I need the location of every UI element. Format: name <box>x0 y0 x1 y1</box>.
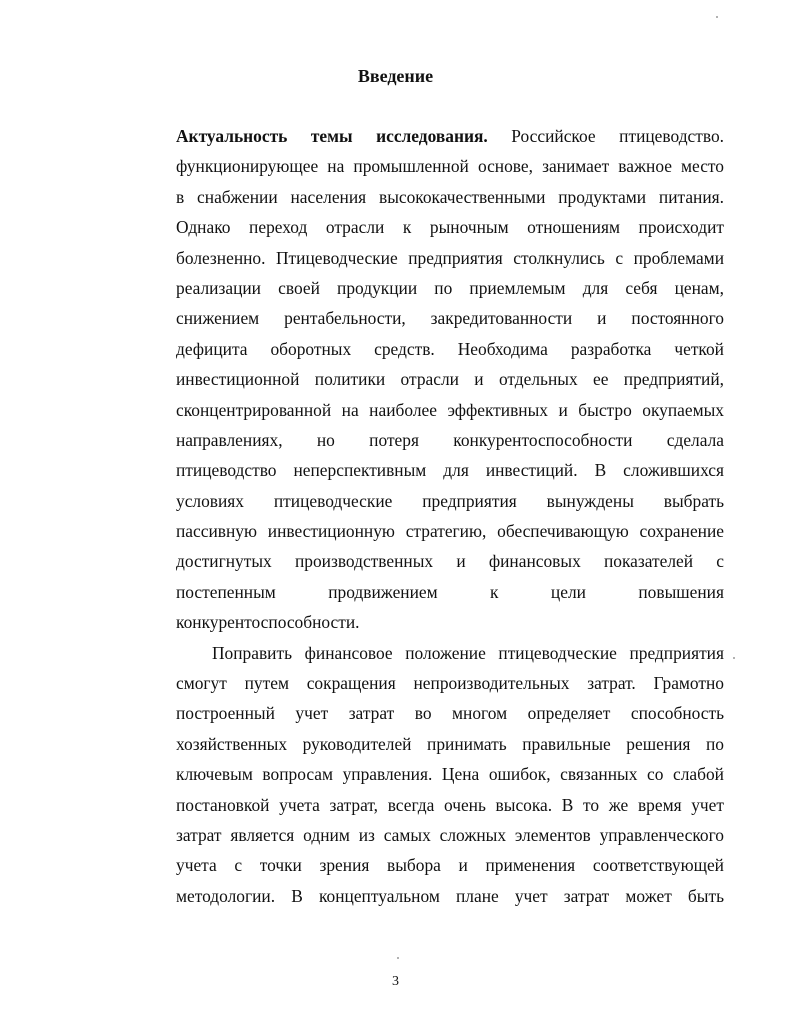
text-line: постановкой учета затрат, всегда очень высока. В то же время учет <box>176 794 724 815</box>
paragraph-lead: Актуальность темы исследования. <box>176 126 488 146</box>
text-line: условиях птицеводческие предприятия вынуждены выбрать <box>176 490 724 511</box>
text-line: снижением рентабельности, закредитованности и постоянного <box>176 308 724 329</box>
paragraph-1-line-1 <box>176 121 724 151</box>
text-line: реализации своей продукции по приемлемым для себя ценам, <box>176 277 724 298</box>
scan-speck <box>733 657 735 659</box>
text-line: птицеводство неперспективным для инвестиций. В сложившихся <box>176 460 724 481</box>
text-line: инвестиционной политики отрасли и отдельных ее предприятий, <box>176 369 724 390</box>
text-line: Однако переход отрасли к рыночным отношениям происходит <box>176 217 724 238</box>
page-number: 3 <box>392 974 399 989</box>
page-title: Введение <box>357 66 434 86</box>
text-line: смогут путем сокращения непроизводительных затрат. Грамотно <box>176 673 724 694</box>
text-line: болезненно. Птицеводческие предприятия столкнулись с проблемами <box>176 247 724 268</box>
text-line: функционирующее на промышленной основе, занимает важное место <box>176 156 724 177</box>
text-line: сконцентрированной на наиболее эффективных и быстро окупаемых <box>176 399 724 420</box>
text-line: хозяйственных руководителей принимать правильные решения по <box>176 733 724 754</box>
text-line: достигнутых производственных и финансовых показателей с <box>176 551 724 572</box>
text-line: пассивную инвестиционную стратегию, обеспечивающую сохранение <box>176 521 724 542</box>
text-line: ключевым вопросам управления. Цена ошибок, связанных со слабой <box>176 764 724 785</box>
text-line: Поправить финансовое положение птицеводческие предприятия <box>212 642 724 663</box>
text-line: направлениях, но потеря конкурентоспособности сделала <box>176 429 724 450</box>
scan-speck <box>397 957 399 959</box>
scan-speck <box>716 16 718 18</box>
text-line: в снабжении населения высококачественными продуктами питания. <box>176 186 724 207</box>
text-line: учета с точки зрения выбора и применения соответствующей <box>176 855 724 876</box>
body-text <box>176 121 724 911</box>
text-line: методологии. В концептуальном плане учет затрат может быть <box>176 885 724 906</box>
text-line: построенный учет затрат во многом определяет способность <box>176 703 724 724</box>
text-line: дефицита оборотных средств. Необходима разработка четкой <box>176 338 724 359</box>
text-line: конкурентоспособности. <box>176 612 360 633</box>
text-line: Российское птицеводство. <box>511 126 724 146</box>
text-line: постепенным продвижением к цели повышения <box>176 581 724 602</box>
text-line: затрат является одним из самых сложных элементов управленческого <box>176 824 724 845</box>
